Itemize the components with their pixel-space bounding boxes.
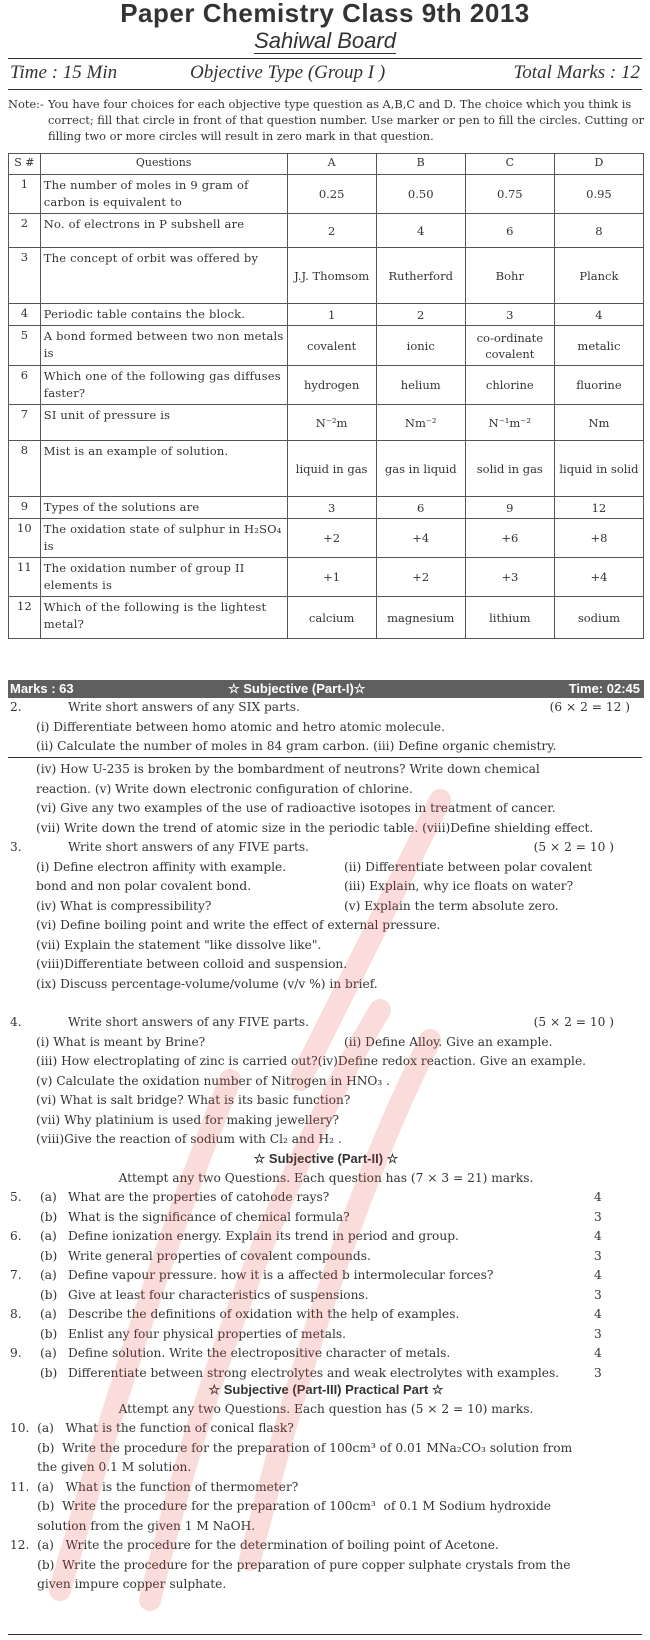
option-b: ionic bbox=[376, 326, 465, 366]
option-a: calcium bbox=[287, 597, 376, 639]
sub-question-left: bond and non polar covalent bond. bbox=[36, 879, 252, 893]
question-text: Define vapour pressure. how it is a affected b intermolecular forces? bbox=[68, 1268, 494, 1282]
question-number: 3. bbox=[10, 840, 22, 854]
note-label: Note:- bbox=[8, 97, 44, 111]
sub-question-left: (i) What is meant by Brine? bbox=[36, 1034, 206, 1049]
question-number: 5. bbox=[10, 1190, 22, 1204]
sub-question-line bbox=[8, 1033, 644, 1053]
option-d: 4 bbox=[554, 304, 643, 326]
row-number: 9 bbox=[9, 497, 41, 519]
question-part: (b) bbox=[40, 1248, 58, 1263]
part-3-question-line: (b) Write the procedure for the preparation of 100cm³ of 0.01 MNa₂CO₃ solution from bbox=[10, 1440, 573, 1455]
option-a: J.J. Thomsom bbox=[287, 248, 376, 304]
q2-part-line: (ii) Calculate the number of moles in 84 gram carbon. (iii) Define organic chemistry. bbox=[36, 739, 557, 753]
sub-question-left: (i) Define electron affinity with example. bbox=[36, 859, 287, 874]
option-d: +4 bbox=[554, 558, 643, 597]
sub-question-line bbox=[8, 897, 644, 917]
bottom-rule bbox=[8, 1634, 642, 1635]
part-3-question-line: 11. (a) What is the function of thermometer? bbox=[10, 1479, 299, 1494]
sub-question-line bbox=[8, 1091, 644, 1111]
mcq-row bbox=[9, 497, 644, 519]
header-b: B bbox=[376, 154, 465, 175]
row-number: 1 bbox=[9, 175, 41, 214]
sub-question-left: (iv) What is compressibility? bbox=[36, 898, 212, 913]
option-c: N⁻¹m⁻² bbox=[465, 405, 554, 441]
part-3-question-line: (b) Write the procedure for the preparation of pure copper sulphate crystals from the bbox=[10, 1557, 571, 1572]
question-text: No. of electrons in P subshell are bbox=[40, 214, 287, 248]
q2-part-line: (vii) Write down the trend of atomic size in the periodic table. (viii)Define shielding effect. bbox=[36, 820, 594, 835]
sub-question-left: (vii) Explain the statement "like dissolve like". bbox=[36, 937, 322, 952]
question-text: Types of the solutions are bbox=[40, 497, 287, 519]
question-marks: 3 bbox=[594, 1287, 602, 1302]
question-number: 8. bbox=[10, 1307, 22, 1321]
row-number: 5 bbox=[9, 326, 41, 366]
part-3-block bbox=[8, 1380, 644, 1595]
paper-type: Objective Type (Group I ) bbox=[190, 62, 386, 83]
part-2-title: ☆ Subjective (Part-II) ☆ bbox=[253, 1151, 399, 1166]
option-c: lithium bbox=[465, 597, 554, 639]
question-marks: 4 bbox=[594, 1268, 602, 1282]
q2-part-line: (vi) Give any two examples of the use of radioactive isotopes in treatment of cancer. bbox=[36, 801, 556, 815]
sub-question-right: (iii) Explain, why ice floats on water? bbox=[344, 879, 574, 893]
question-number: 4. bbox=[10, 1015, 22, 1029]
question-text: Write general properties of covalent compounds. bbox=[68, 1248, 371, 1263]
question-number: 7. bbox=[10, 1268, 22, 1282]
mcq-header-row bbox=[9, 154, 644, 175]
question-marks: (5 × 2 = 10 ) bbox=[533, 840, 614, 854]
sub-question-line bbox=[8, 1052, 644, 1072]
question-marks: 4 bbox=[594, 1229, 602, 1243]
question-text: Define solution. Write the electropositive character of metals. bbox=[68, 1346, 451, 1360]
option-b: Nm⁻² bbox=[376, 405, 465, 441]
question-marks: 3 bbox=[594, 1326, 602, 1341]
question-text: Which one of the following gas diffuses faster? bbox=[40, 366, 287, 405]
header-questions: Questions bbox=[40, 154, 287, 175]
question-3-block bbox=[8, 838, 644, 994]
header-c: C bbox=[465, 154, 554, 175]
question-part: (a) bbox=[40, 1346, 57, 1360]
option-c: +3 bbox=[465, 558, 554, 597]
q2-part-line: reaction. (v) Write down electronic configuration of chlorine. bbox=[36, 781, 413, 796]
question-2-heading bbox=[8, 698, 644, 718]
sub-question-left: (vii) Why platinium is used for making jewellery? bbox=[36, 1112, 340, 1127]
mcq-row bbox=[9, 175, 644, 214]
mcq-row bbox=[9, 214, 644, 248]
question-part: (b) bbox=[40, 1326, 58, 1341]
part-3-question-line: 10. (a) What is the function of conical flask? bbox=[10, 1421, 294, 1435]
question-text: Give at least four characteristics of suspensions. bbox=[68, 1287, 369, 1302]
question-text: The oxidation state of sulphur in H₂SO₄ is bbox=[40, 519, 287, 558]
part-2-question-line bbox=[8, 1286, 644, 1306]
part-3-title: ☆ Subjective (Part-III) Practical Part ☆ bbox=[208, 1382, 444, 1397]
sub-question-left: (ix) Discuss percentage-volume/volume (v/v %) in brief. bbox=[36, 976, 378, 991]
sub-question-right: (ii) Define Alloy. Give an example. bbox=[344, 1034, 553, 1049]
question-number: 2. bbox=[10, 700, 22, 714]
option-a: 2 bbox=[287, 214, 376, 248]
sub-question-line bbox=[8, 936, 644, 956]
question-text: Enlist any four physical properties of metals. bbox=[68, 1326, 347, 1341]
row-number: 3 bbox=[9, 248, 41, 304]
option-c: +6 bbox=[465, 519, 554, 558]
question-part: (a) bbox=[40, 1307, 57, 1321]
paper-title: Paper Chemistry Class 9th 2013 bbox=[120, 0, 530, 28]
question-text: What is the significance of chemical formula? bbox=[68, 1209, 350, 1224]
row-number: 8 bbox=[9, 441, 41, 497]
part-3-question-line: (b) Write the procedure for the preparation of 100cm³ of 0.1 M Sodium hydroxide bbox=[10, 1499, 551, 1513]
sub-question-line bbox=[8, 1111, 644, 1131]
total-marks: Total Marks : 12 bbox=[513, 62, 640, 83]
question-4-block bbox=[8, 1013, 644, 1150]
instructions-note bbox=[8, 96, 644, 144]
mcq-table bbox=[8, 153, 644, 639]
option-c: co-ordinate covalent bbox=[465, 326, 554, 366]
part-2-question-line bbox=[8, 1266, 644, 1286]
option-c: 6 bbox=[465, 214, 554, 248]
part-2-question-line bbox=[8, 1188, 644, 1208]
mcq-row bbox=[9, 441, 644, 497]
question-part: (a) bbox=[40, 1190, 57, 1204]
option-a: N⁻²m bbox=[287, 405, 376, 441]
question-3-heading bbox=[8, 838, 644, 858]
question-part: (b) bbox=[40, 1287, 58, 1302]
option-c: solid in gas bbox=[465, 441, 554, 497]
part-2-question-line bbox=[8, 1305, 644, 1325]
sub-question-left: (vi) Define boiling point and write the effect of external pressure. bbox=[36, 918, 441, 932]
option-c: 0.75 bbox=[465, 175, 554, 214]
row-number: 4 bbox=[9, 304, 41, 326]
question-text: What are the properties of catohode rays? bbox=[68, 1190, 330, 1204]
row-number: 12 bbox=[9, 597, 41, 639]
question-2-block bbox=[8, 698, 644, 757]
option-d: liquid in solid bbox=[554, 441, 643, 497]
question-marks: 4 bbox=[594, 1190, 602, 1204]
question-text: Write short answers of any FIVE parts. bbox=[68, 840, 310, 854]
question-part: (b) bbox=[40, 1365, 58, 1380]
board-name-text: Sahiwal Board bbox=[254, 28, 396, 53]
question-text: Differentiate between strong electrolytes and weak electrolytes with examples. bbox=[68, 1365, 560, 1380]
row-number: 10 bbox=[9, 519, 41, 558]
sub-question-left: (viii)Differentiate between colloid and suspension. bbox=[36, 957, 348, 971]
header-sno: S # bbox=[9, 154, 41, 175]
question-number: 9. bbox=[10, 1346, 22, 1360]
question-text: Write short answers of any SIX parts. bbox=[68, 700, 300, 714]
question-number: 6. bbox=[10, 1229, 22, 1243]
row-number: 11 bbox=[9, 558, 41, 597]
sub-question-line bbox=[8, 1130, 644, 1150]
part-3-question-line: the given 0.1 M solution. bbox=[10, 1460, 192, 1474]
question-text: Mist is an example of solution. bbox=[40, 441, 287, 497]
option-a: 3 bbox=[287, 497, 376, 519]
question-part: (a) bbox=[40, 1268, 57, 1282]
option-a: 1 bbox=[287, 304, 376, 326]
question-text: Describe the definitions of oxidation with the help of examples. bbox=[68, 1307, 460, 1321]
question-text: The concept of orbit was offered by bbox=[40, 248, 287, 304]
title-rule bbox=[8, 58, 642, 59]
part-2-question-line bbox=[8, 1208, 644, 1228]
q2-part-line: (iv) How U-235 is broken by the bombardment of neutrons? Write down chemical bbox=[36, 762, 540, 776]
part-3-question-line: 12. (a) Write the procedure for the determination of boiling point of Acetone. bbox=[10, 1538, 499, 1552]
question-part: (b) bbox=[40, 1209, 58, 1224]
question-text: A bond formed between two non metals is bbox=[40, 326, 287, 366]
question-text: Write short answers of any FIVE parts. bbox=[68, 1015, 310, 1029]
option-c: chlorine bbox=[465, 366, 554, 405]
option-b: magnesium bbox=[376, 597, 465, 639]
question-marks: 3 bbox=[594, 1365, 602, 1380]
section-rule bbox=[8, 757, 642, 758]
note-text: You have four choices for each objective type question as A,B,C and D. The choice which you think is correct; fill that circle in front of that question number. Use marker or pen to fill the circles. Cutting or filling two or more circles will result in zero mark in that question. bbox=[48, 97, 644, 143]
option-b: 4 bbox=[376, 214, 465, 248]
option-d: +8 bbox=[554, 519, 643, 558]
option-b: helium bbox=[376, 366, 465, 405]
option-d: 12 bbox=[554, 497, 643, 519]
sub-question-left: (v) Calculate the oxidation number of Nitrogen in HNO₃ . bbox=[36, 1073, 391, 1088]
part-2-question-line bbox=[8, 1227, 644, 1247]
option-c: 9 bbox=[465, 497, 554, 519]
option-b: 6 bbox=[376, 497, 465, 519]
sub-question-left: (viii)Give the reaction of sodium with Cl₂ and H₂ . bbox=[36, 1132, 342, 1146]
mcq-row bbox=[9, 558, 644, 597]
option-b: 0.50 bbox=[376, 175, 465, 214]
question-text: Which of the following is the lightest metal? bbox=[40, 597, 287, 639]
sub-question-line bbox=[8, 975, 644, 995]
option-a: +1 bbox=[287, 558, 376, 597]
header-a: A bbox=[287, 154, 376, 175]
question-text: The number of moles in 9 gram of carbon is equivalent to bbox=[40, 175, 287, 214]
option-a: covalent bbox=[287, 326, 376, 366]
q2-part-line: (i) Differentiate between homo atomic and hetro atomic molecule. bbox=[36, 719, 445, 734]
mcq-row bbox=[9, 597, 644, 639]
question-2-continued bbox=[8, 760, 644, 838]
sub-question-left: (vi) What is salt bridge? What is its basic function? bbox=[36, 1093, 351, 1107]
option-d: metalic bbox=[554, 326, 643, 366]
time-allowed: Time : 15 Min bbox=[10, 62, 118, 83]
question-marks: 3 bbox=[594, 1248, 602, 1263]
option-d: Nm bbox=[554, 405, 643, 441]
part-2-question-line bbox=[8, 1344, 644, 1364]
option-a: hydrogen bbox=[287, 366, 376, 405]
subjective-band bbox=[8, 680, 644, 698]
option-b: +2 bbox=[376, 558, 465, 597]
mcq-row bbox=[9, 366, 644, 405]
option-b: 2 bbox=[376, 304, 465, 326]
question-marks: 4 bbox=[594, 1307, 602, 1321]
sub-question-line bbox=[8, 916, 644, 936]
row-number: 2 bbox=[9, 214, 41, 248]
part-2-block bbox=[8, 1149, 644, 1383]
mcq-row bbox=[9, 248, 644, 304]
part-2-question-line bbox=[8, 1247, 644, 1267]
board-name bbox=[0, 28, 650, 54]
sub-question-line bbox=[8, 1072, 644, 1092]
option-d: 0.95 bbox=[554, 175, 643, 214]
sub-question-line bbox=[8, 955, 644, 975]
subjective-title: ☆ Subjective (Part-I)☆ bbox=[228, 681, 366, 696]
option-b: +4 bbox=[376, 519, 465, 558]
question-marks: (6 × 2 = 12 ) bbox=[549, 700, 630, 714]
question-text: Define ionization energy. Explain its trend in period and group. bbox=[68, 1229, 459, 1243]
option-b: Rutherford bbox=[376, 248, 465, 304]
part-3-instruction: Attempt any two Questions. Each question has (5 × 2 = 10) marks. bbox=[118, 1401, 534, 1416]
option-a: 0.25 bbox=[287, 175, 376, 214]
part-2-instruction: Attempt any two Questions. Each question has (7 × 3 = 21) marks. bbox=[118, 1170, 534, 1185]
question-4-heading bbox=[8, 1013, 644, 1033]
mcq-row bbox=[9, 304, 644, 326]
option-d: fluorine bbox=[554, 366, 643, 405]
option-d: 8 bbox=[554, 214, 643, 248]
option-d: Planck bbox=[554, 248, 643, 304]
option-a: liquid in gas bbox=[287, 441, 376, 497]
question-marks: (5 × 2 = 10 ) bbox=[533, 1015, 614, 1029]
sub-question-line bbox=[8, 858, 644, 878]
header-d: D bbox=[554, 154, 643, 175]
part-3-question-line: given impure copper sulphate. bbox=[10, 1577, 227, 1591]
question-text: The oxidation number of group II elements is bbox=[40, 558, 287, 597]
mcq-row bbox=[9, 519, 644, 558]
option-c: 3 bbox=[465, 304, 554, 326]
sub-question-line bbox=[8, 877, 644, 897]
subjective-time: Time: 02:45 bbox=[568, 681, 640, 696]
mcq-row bbox=[9, 326, 644, 366]
question-marks: 3 bbox=[594, 1209, 602, 1224]
meta-rule bbox=[8, 89, 642, 90]
question-part: (a) bbox=[40, 1229, 57, 1243]
option-a: +2 bbox=[287, 519, 376, 558]
sub-question-left: (iii) How electroplating of zinc is carried out?(iv)Define redox reaction. Give an example. bbox=[36, 1054, 587, 1068]
question-marks: 4 bbox=[594, 1346, 602, 1360]
option-b: gas in liquid bbox=[376, 441, 465, 497]
option-c: Bohr bbox=[465, 248, 554, 304]
row-number: 7 bbox=[9, 405, 41, 441]
mcq-row bbox=[9, 405, 644, 441]
subjective-marks: Marks : 63 bbox=[10, 681, 74, 696]
question-text: Periodic table contains the block. bbox=[40, 304, 287, 326]
question-text: SI unit of pressure is bbox=[40, 405, 287, 441]
sub-question-right: (ii) Differentiate between polar covalent bbox=[344, 859, 593, 874]
option-d: sodium bbox=[554, 597, 643, 639]
part-2-question-line bbox=[8, 1325, 644, 1345]
part-3-question-line: solution from the given 1 M NaOH. bbox=[10, 1518, 256, 1533]
sub-question-right: (v) Explain the term absolute zero. bbox=[344, 898, 559, 913]
row-number: 6 bbox=[9, 366, 41, 405]
